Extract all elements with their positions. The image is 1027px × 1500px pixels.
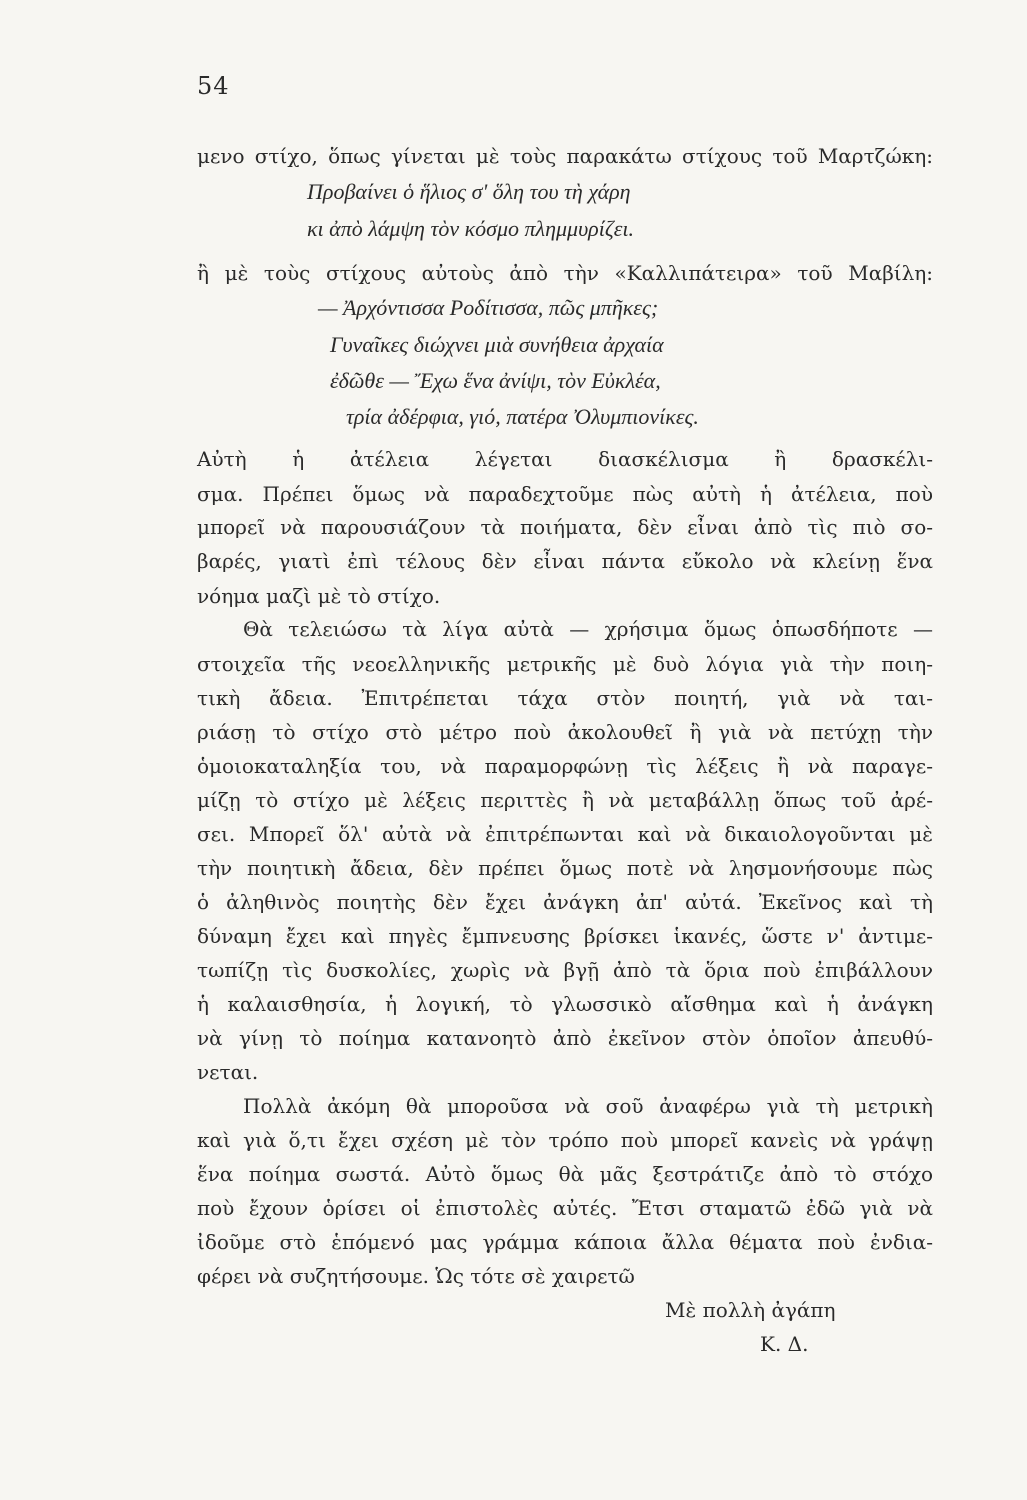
text-line: ἢ μὲ τοὺς στίχους αὐτοὺς ἀπὸ τὴν «Καλλιπάτειρα» τοῦ Μαβίλη: — [197, 261, 933, 285]
text-line: ἡ καλαισθησία, ἡ λογική, τὸ γλωσσικὸ αἴσθημα καὶ ἡ ἀνάγκη — [197, 992, 933, 1016]
text-line: νόημα μαζὶ μὲ τὸ στίχο. — [197, 584, 441, 608]
text-line: καὶ γιὰ ὅ,τι ἔχει σχέση μὲ τὸν τρόπο ποὺ μπορεῖ κανεὶς νὰ γράψῃ — [197, 1128, 933, 1152]
text-line: σει. Μπορεῖ ὅλ' αὐτὰ νὰ ἐπιτρέπωνται καὶ νὰ δικαιολογοῦνται μὲ — [197, 822, 933, 846]
text-line: δύναμη ἔχει καὶ πηγὲς ἔμπνευσης βρίσκει ἱκανές, ὥστε ν' ἀντιμε- — [197, 924, 933, 948]
text-line: μίζῃ τὸ στίχο μὲ λέξεις περιττὲς ἢ νὰ μεταβάλλῃ ὅπως τοῦ ἀρέ- — [197, 788, 933, 812]
text-line: τικὴ ἄδεια. Ἐπιτρέπεται τάχα στὸν ποιητή, γιὰ νὰ ται- — [197, 686, 933, 710]
text-line: τὴν ποιητικὴ ἄδεια, δὲν πρέπει ὅμως ποτὲ νὰ λησμονήσουμε πὼς — [197, 856, 933, 880]
verse-line: ἐδῶθε — Ἔχω ἕνα ἀνίψι, τὸν Εὐκλέα, — [330, 368, 661, 393]
text-line: νὰ γίνῃ τὸ ποίημα κατανοητὸ ἀπὸ ἐκεῖνον στὸν ὁποῖον ἀπευθύ- — [197, 1026, 933, 1050]
text-line: νεται. — [197, 1060, 259, 1084]
text-line: βαρές, γιατὶ ἐπὶ τέλους δὲν εἶναι πάντα εὔκολο νὰ κλείνῃ ἕνα — [197, 549, 933, 573]
verse-line: Γυναῖκες διώχνει μιὰ συνήθεια ἀρχαία — [330, 332, 664, 357]
text-line: μπορεῖ νὰ παρουσιάζουν τὰ ποιήματα, δὲν εἶναι ἀπὸ τὶς πιὸ σο- — [197, 515, 933, 539]
text-line: ριάσῃ τὸ στίχο στὸ μέτρο ποὺ ἀκολουθεῖ ἢ γιὰ νὰ πετύχῃ τὴν — [197, 720, 933, 744]
text-line: ὁμοιοκαταληξία του, νὰ παραμορφώνῃ τὶς λέξεις ἢ νὰ παραγε- — [197, 754, 933, 778]
text-line: Αὐτὴ ἡ ἀτέλεια λέγεται διασκέλισμα ἢ δρασκέλι- — [197, 447, 933, 471]
text-line: Θὰ τελειώσω τὰ λίγα αὐτὰ — χρήσιμα ὅμως ὁπωσδήποτε — — [243, 617, 933, 641]
signature: Κ. Δ. — [760, 1332, 809, 1356]
text-line: τωπίζῃ τὶς δυσκολίες, χωρὶς νὰ βγῇ ἀπὸ τὰ ὅρια ποὺ ἐπιβάλλουν — [197, 958, 933, 982]
verse-line: κι ἀπὸ λάμψη τὸν κόσμο πλημμυρίζει. — [307, 216, 635, 241]
verse-line: Προβαίνει ὁ ἥλιος σ' ὅλη του τὴ χάρη — [307, 179, 631, 204]
text-line: ὁ ἀληθινὸς ποιητὴς δὲν ἔχει ἀνάγκη ἀπ' αὐτά. Ἐκεῖνος καὶ τὴ — [197, 890, 933, 914]
text-line: ἕνα ποίημα σωστά. Αὐτὸ ὅμως θὰ μᾶς ξεστράτιζε ἀπὸ τὸ στόχο — [197, 1162, 933, 1186]
text-line: ἰδοῦμε στὸ ἑπόμενό μας γράμμα κάποια ἄλλα θέματα ποὺ ἐνδια- — [197, 1230, 933, 1254]
verse-line: τρία ἀδέρφια, γιό, πατέρα Ὀλυμπιονίκες. — [346, 404, 699, 429]
verse-line: — Ἀρχόντισσα Ροδίτισσα, πῶς μπῆκες; — [318, 295, 659, 320]
closing-salutation: Μὲ πολλὴ ἀγάπη — [665, 1298, 836, 1322]
text-line: στοιχεῖα τῆς νεοελληνικῆς μετρικῆς μὲ δυὸ λόγια γιὰ τὴν ποιη- — [197, 652, 933, 676]
text-line: ποὺ ἔχουν ὁρίσει οἱ ἐπιστολὲς αὐτές. Ἔτσι σταματῶ ἐδῶ γιὰ νὰ — [197, 1196, 933, 1220]
text-line: Πολλὰ ἀκόμη θὰ μποροῦσα νὰ σοῦ ἀναφέρω γιὰ τὴ μετρικὴ — [243, 1094, 933, 1118]
text-line: φέρει νὰ συζητήσουμε. Ὡς τότε σὲ χαιρετῶ — [197, 1264, 635, 1288]
text-line: σμα. Πρέπει ὅμως νὰ παραδεχτοῦμε πὼς αὐτὴ ἡ ἀτέλεια, ποὺ — [197, 482, 933, 506]
text-line: μενο στίχο, ὅπως γίνεται μὲ τοὺς παρακάτω στίχους τοῦ Μαρτζώκη: — [197, 144, 933, 168]
page-number: 54 — [197, 72, 230, 100]
